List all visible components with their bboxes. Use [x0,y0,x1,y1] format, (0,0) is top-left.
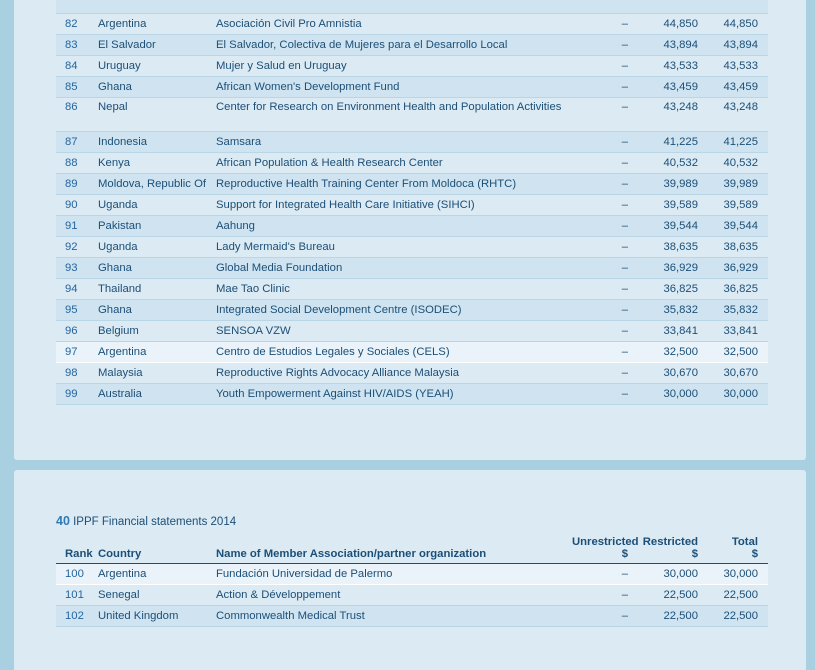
cell-restricted: 43,894 [638,35,708,56]
cell-unrestricted: – [572,363,638,384]
table-row [56,195,768,216]
cell-country: Uruguay [92,56,210,77]
cell-unrestricted: – [572,195,638,216]
cell-country: Thailand [92,279,210,300]
cell-restricted: 30,000 [638,384,708,405]
cell-unrestricted: – [572,258,638,279]
cell-restricted: 38,635 [638,237,708,258]
col-header-restricted-label: Restricted [642,536,698,548]
table-row [56,300,768,321]
table-row [56,321,768,342]
table-header-row [56,536,768,564]
cell-name: El Salvador, Colectiva de Mujeres para el Desarrollo Local [210,35,572,56]
table-row [56,14,768,35]
cell-name: Lady Mermaid's Bureau [210,237,572,258]
cell-unrestricted: – [572,321,638,342]
cell-restricted: 36,929 [638,258,708,279]
cell-country: Ghana [92,300,210,321]
folio-text: IPPF Financial statements 2014 [73,516,237,528]
cell-restricted [638,0,708,14]
cell-restricted: 33,841 [638,321,708,342]
cell-restricted: 43,533 [638,56,708,77]
table-row [56,606,768,627]
table-row [56,585,768,606]
cell-rank: 95 [56,300,92,321]
cell-restricted: 32,500 [638,342,708,363]
cell-unrestricted: – [572,14,638,35]
col-header-restricted [638,536,708,564]
cell-total: 39,989 [708,174,768,195]
cell-rank: 83 [56,35,92,56]
col-header-rank: Rank [56,536,92,564]
cell-total [708,0,768,14]
cell-unrestricted: – [572,279,638,300]
cell-country: Moldova, Republic Of [92,174,210,195]
cell-country: El Salvador [92,35,210,56]
cell-rank: 99 [56,384,92,405]
table-row [56,98,768,132]
cell-name: Global Media Foundation [210,258,572,279]
cell-name: Support for Integrated Health Care Initiative (SIHCI) [210,195,572,216]
table-row [56,258,768,279]
page-top [14,0,806,460]
cell-name: Samsara [210,132,572,153]
cell-rank: 102 [56,606,92,627]
cell-rank: 93 [56,258,92,279]
cell-restricted: 39,989 [638,174,708,195]
cell-name: African Women's Development Fund [210,77,572,98]
folio-number: 40 [56,514,70,528]
cell-total: 43,248 [708,98,768,132]
cell-country: Senegal [92,585,210,606]
cell-name: Youth Empowerment Against HIV/AIDS (YEAH) [210,384,572,405]
cell-rank: 101 [56,585,92,606]
cell-country: Belgium [92,321,210,342]
cell-country: Uganda [92,195,210,216]
cell-total: 39,544 [708,216,768,237]
col-header-country: Country [92,536,210,564]
cell-unrestricted: – [572,300,638,321]
cell-restricted: 39,589 [638,195,708,216]
cell-unrestricted: – [572,606,638,627]
cell-name: Mae Tao Clinic [210,279,572,300]
cell-country: Kenya [92,153,210,174]
cell-unrestricted: – [572,56,638,77]
cell-total: 39,589 [708,195,768,216]
cell-unrestricted: – [572,216,638,237]
cell-name: Asociación Civil Pro Amnistia [210,14,572,35]
cell-total: 43,533 [708,56,768,77]
table-row [56,237,768,258]
table-row [56,564,768,585]
contributions-table-bottom [56,536,768,627]
cell-rank: 91 [56,216,92,237]
cell-rank [56,0,92,14]
cell-rank: 97 [56,342,92,363]
table-row [56,363,768,384]
cell-country: Australia [92,384,210,405]
cell-total: 43,894 [708,35,768,56]
table-row [56,174,768,195]
cell-total: 38,635 [708,237,768,258]
cell-unrestricted: – [572,585,638,606]
cell-rank: 94 [56,279,92,300]
cell-country: Ghana [92,258,210,279]
cell-unrestricted: – [572,237,638,258]
cell-unrestricted: – [572,77,638,98]
cell-total: 36,929 [708,258,768,279]
cell-restricted: 39,544 [638,216,708,237]
cell-country: United Kingdom [92,606,210,627]
cell-country: Nepal [92,98,210,132]
col-header-unrestricted-currency: $ [621,548,628,560]
cell-restricted: 22,500 [638,585,708,606]
cell-total: 40,532 [708,153,768,174]
cell-name: Mujer y Salud en Uruguay [210,56,572,77]
cell-name: Centro de Estudios Legales y Sociales (CELS) [210,342,572,363]
table-bottom-wrap [56,536,768,627]
cell-restricted: 22,500 [638,606,708,627]
cell-restricted: 43,248 [638,98,708,132]
cell-unrestricted: – [572,153,638,174]
table-row [56,56,768,77]
cell-restricted: 30,670 [638,363,708,384]
cell-total: 44,850 [708,14,768,35]
table-row [56,342,768,363]
table-row [56,0,768,14]
cell-rank: 92 [56,237,92,258]
table-top-wrap [56,0,768,405]
col-header-total-label: Total [731,536,758,548]
col-header-unrestricted-label: Unrestricted [572,536,639,548]
cell-restricted: 44,850 [638,14,708,35]
col-header-total [708,536,768,564]
cell-total: 41,225 [708,132,768,153]
cell-name: SENSOA VZW [210,321,572,342]
cell-total: 30,000 [708,564,768,585]
cell-country: Pakistan [92,216,210,237]
cell-country: Malaysia [92,363,210,384]
cell-rank: 90 [56,195,92,216]
cell-restricted: 40,532 [638,153,708,174]
table-row [56,77,768,98]
cell-unrestricted: – [572,174,638,195]
cell-unrestricted: – [572,98,638,132]
table-top-clip [42,0,782,420]
cell-name: Integrated Social Development Centre (ISODEC) [210,300,572,321]
cell-name [210,0,572,14]
cell-total: 33,841 [708,321,768,342]
table-row [56,216,768,237]
cell-unrestricted: – [572,564,638,585]
cell-name: Aahung [210,216,572,237]
cell-restricted: 35,832 [638,300,708,321]
cell-country: Argentina [92,342,210,363]
table-row [56,279,768,300]
cell-country: Ghana [92,77,210,98]
cell-rank: 100 [56,564,92,585]
cell-total: 43,459 [708,77,768,98]
cell-rank: 85 [56,77,92,98]
contributions-table-top [56,0,768,405]
cell-rank: 84 [56,56,92,77]
cell-rank: 86 [56,98,92,132]
cell-total: 30,670 [708,363,768,384]
cell-restricted: 30,000 [638,564,708,585]
cell-unrestricted: – [572,35,638,56]
table-row [56,384,768,405]
cell-total: 32,500 [708,342,768,363]
cell-rank: 96 [56,321,92,342]
col-header-restricted-currency: $ [691,548,698,560]
cell-rank: 89 [56,174,92,195]
cell-country: Argentina [92,14,210,35]
cell-name: Reproductive Rights Advocacy Alliance Malaysia [210,363,572,384]
table-row [56,132,768,153]
table-row [56,153,768,174]
cell-name: Fundación Universidad de Palermo [210,564,572,585]
cell-total: 22,500 [708,585,768,606]
page-bottom [14,470,806,670]
cell-total: 30,000 [708,384,768,405]
cell-unrestricted: – [572,384,638,405]
col-header-name: Name of Member Association/partner organization [210,536,572,564]
col-header-unrestricted [572,536,638,564]
cell-name: Commonwealth Medical Trust [210,606,572,627]
cell-rank: 88 [56,153,92,174]
page-folio [56,514,236,528]
cell-total: 35,832 [708,300,768,321]
cell-country: Argentina [92,564,210,585]
cell-unrestricted [572,0,638,14]
cell-restricted: 41,225 [638,132,708,153]
cell-name: Action & Développement [210,585,572,606]
cell-country [92,0,210,14]
cell-name: Reproductive Health Training Center From Moldoca (RHTC) [210,174,572,195]
cell-name: Center for Research on Environment Health and Population Activities [210,98,572,132]
cell-country: Indonesia [92,132,210,153]
cell-unrestricted: – [572,342,638,363]
col-header-total-currency: $ [751,548,758,560]
cell-rank: 98 [56,363,92,384]
cell-restricted: 43,459 [638,77,708,98]
cell-total: 22,500 [708,606,768,627]
cell-name: African Population & Health Research Center [210,153,572,174]
cell-rank: 87 [56,132,92,153]
cell-restricted: 36,825 [638,279,708,300]
cell-total: 36,825 [708,279,768,300]
cell-country: Uganda [92,237,210,258]
cell-unrestricted: – [572,132,638,153]
table-row [56,35,768,56]
cell-rank: 82 [56,14,92,35]
